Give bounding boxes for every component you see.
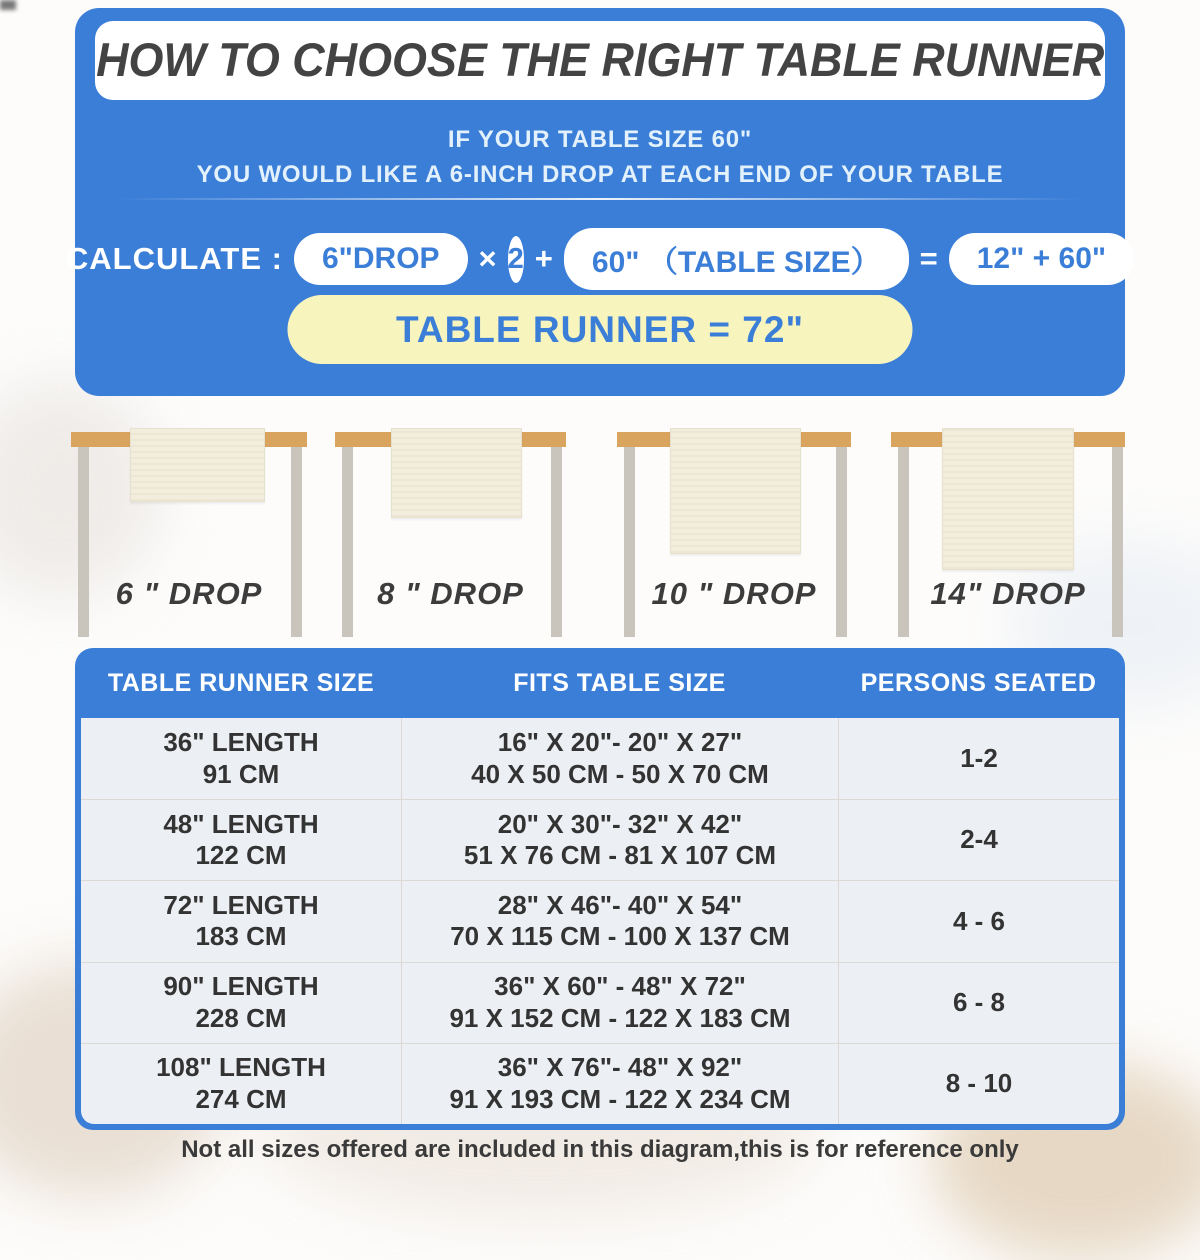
runner-size-cell: [81, 718, 401, 799]
table-row: [81, 880, 1119, 961]
runner-drape: [391, 428, 522, 518]
runner-drape: [942, 428, 1074, 570]
result-pill: TABLE RUNNER = 72": [288, 295, 913, 364]
cell-line: 6 - 8: [952, 986, 1006, 1017]
plus-sign: +: [534, 241, 553, 276]
subtitle-line-1: IF YOUR TABLE SIZE 60": [447, 126, 753, 153]
title-box: [95, 21, 1105, 100]
cell-line: 108" LENGTH: [156, 1052, 326, 1083]
fits-size-cell: [401, 881, 838, 961]
persons-cell: [838, 800, 1119, 880]
persons-cell: [838, 881, 1119, 961]
table-size-pill: 60" （TABLE SIZE）: [564, 228, 909, 290]
fits-size-cell: [401, 718, 838, 799]
multiply-sign: ×: [478, 241, 497, 276]
cell-line: 20" X 30"- 32" X 42": [497, 808, 743, 839]
page-title: HOW TO CHOOSE THE RIGHT TABLE RUNNER: [95, 33, 1105, 87]
cell-line: 36" X 76"- 48" X 92": [497, 1052, 743, 1083]
table-body: [81, 718, 1119, 1124]
multiplier-circle: 2: [508, 236, 524, 283]
subtitle-line-2: YOU WOULD LIKE A 6-INCH DROP AT EACH END OF YOUR TABLE: [196, 161, 1004, 188]
calculation-row: [65, 228, 1125, 290]
cell-line: 70 X 115 CM - 100 X 137 CM: [450, 921, 790, 952]
size-reference-table: [75, 648, 1125, 1130]
cell-line: 8 - 10: [945, 1067, 1013, 1098]
cell-line: 36" X 60" - 48" X 72": [494, 970, 746, 1001]
cell-line: 90" LENGTH: [163, 970, 319, 1001]
header-fits-table-size: FITS TABLE SIZE: [513, 668, 726, 697]
header-persons-seated: PERSONS SEATED: [860, 668, 1097, 697]
reference-footnote: Not all sizes offered are included in this diagram,this is for reference only: [181, 1136, 1019, 1163]
runner-size-cell: [81, 881, 401, 961]
cell-line: 183 CM: [195, 921, 287, 952]
fits-size-cell: [401, 963, 838, 1043]
table-row: [81, 1043, 1119, 1124]
cell-line: 51 X 76 CM - 81 X 107 CM: [463, 840, 777, 871]
fits-size-cell: [401, 1044, 838, 1124]
cell-line: 228 CM: [195, 1002, 287, 1033]
fits-size-cell: [401, 800, 838, 880]
table-header-row: [81, 648, 1119, 718]
persons-cell: [838, 1044, 1119, 1124]
drop-label-8: 8 " DROP: [377, 576, 524, 611]
photo-corner-artifact: [0, 0, 16, 10]
table-row: [81, 799, 1119, 880]
cell-line: 36" LENGTH: [163, 726, 319, 757]
banner-divider: [117, 198, 1083, 200]
cell-line: 72" LENGTH: [163, 889, 319, 920]
cell-line: 2-4: [960, 824, 998, 855]
cell-line: 48" LENGTH: [163, 808, 319, 839]
runner-drape: [130, 428, 265, 502]
cell-line: 1-2: [960, 742, 998, 773]
sum-pill: 12" + 60": [949, 233, 1134, 285]
persons-cell: [838, 963, 1119, 1043]
cell-line: 91 X 193 CM - 122 X 234 CM: [449, 1083, 791, 1114]
header-runner-size: TABLE RUNNER SIZE: [107, 668, 375, 697]
cell-line: 16" X 20"- 20" X 27": [497, 726, 743, 757]
cell-line: 122 CM: [195, 840, 287, 871]
cell-line: 40 X 50 CM - 50 X 70 CM: [471, 758, 769, 789]
cell-line: 4 - 6: [952, 905, 1006, 936]
cell-line: 91 X 152 CM - 122 X 183 CM: [449, 1002, 791, 1033]
cell-line: 91 CM: [202, 758, 280, 789]
runner-size-cell: [81, 963, 401, 1043]
runner-size-cell: [81, 1044, 401, 1124]
cell-line: 274 CM: [195, 1083, 287, 1114]
calculate-label: CALCULATE :: [65, 241, 283, 276]
drop-label-10: 10 " DROP: [651, 576, 817, 611]
runner-size-cell: [81, 800, 401, 880]
runner-drape: [670, 428, 801, 554]
persons-cell: [838, 718, 1119, 799]
header-banner: [65, 8, 1125, 396]
table-row: [81, 718, 1119, 799]
equals-sign: =: [919, 241, 938, 276]
drop-label-6: 6 " DROP: [115, 576, 263, 611]
drop-pill: 6"DROP: [294, 233, 468, 285]
table-row: [81, 962, 1119, 1043]
drop-label-14: 14" DROP: [930, 576, 1086, 611]
cell-line: 28" X 46"- 40" X 54": [497, 889, 743, 920]
